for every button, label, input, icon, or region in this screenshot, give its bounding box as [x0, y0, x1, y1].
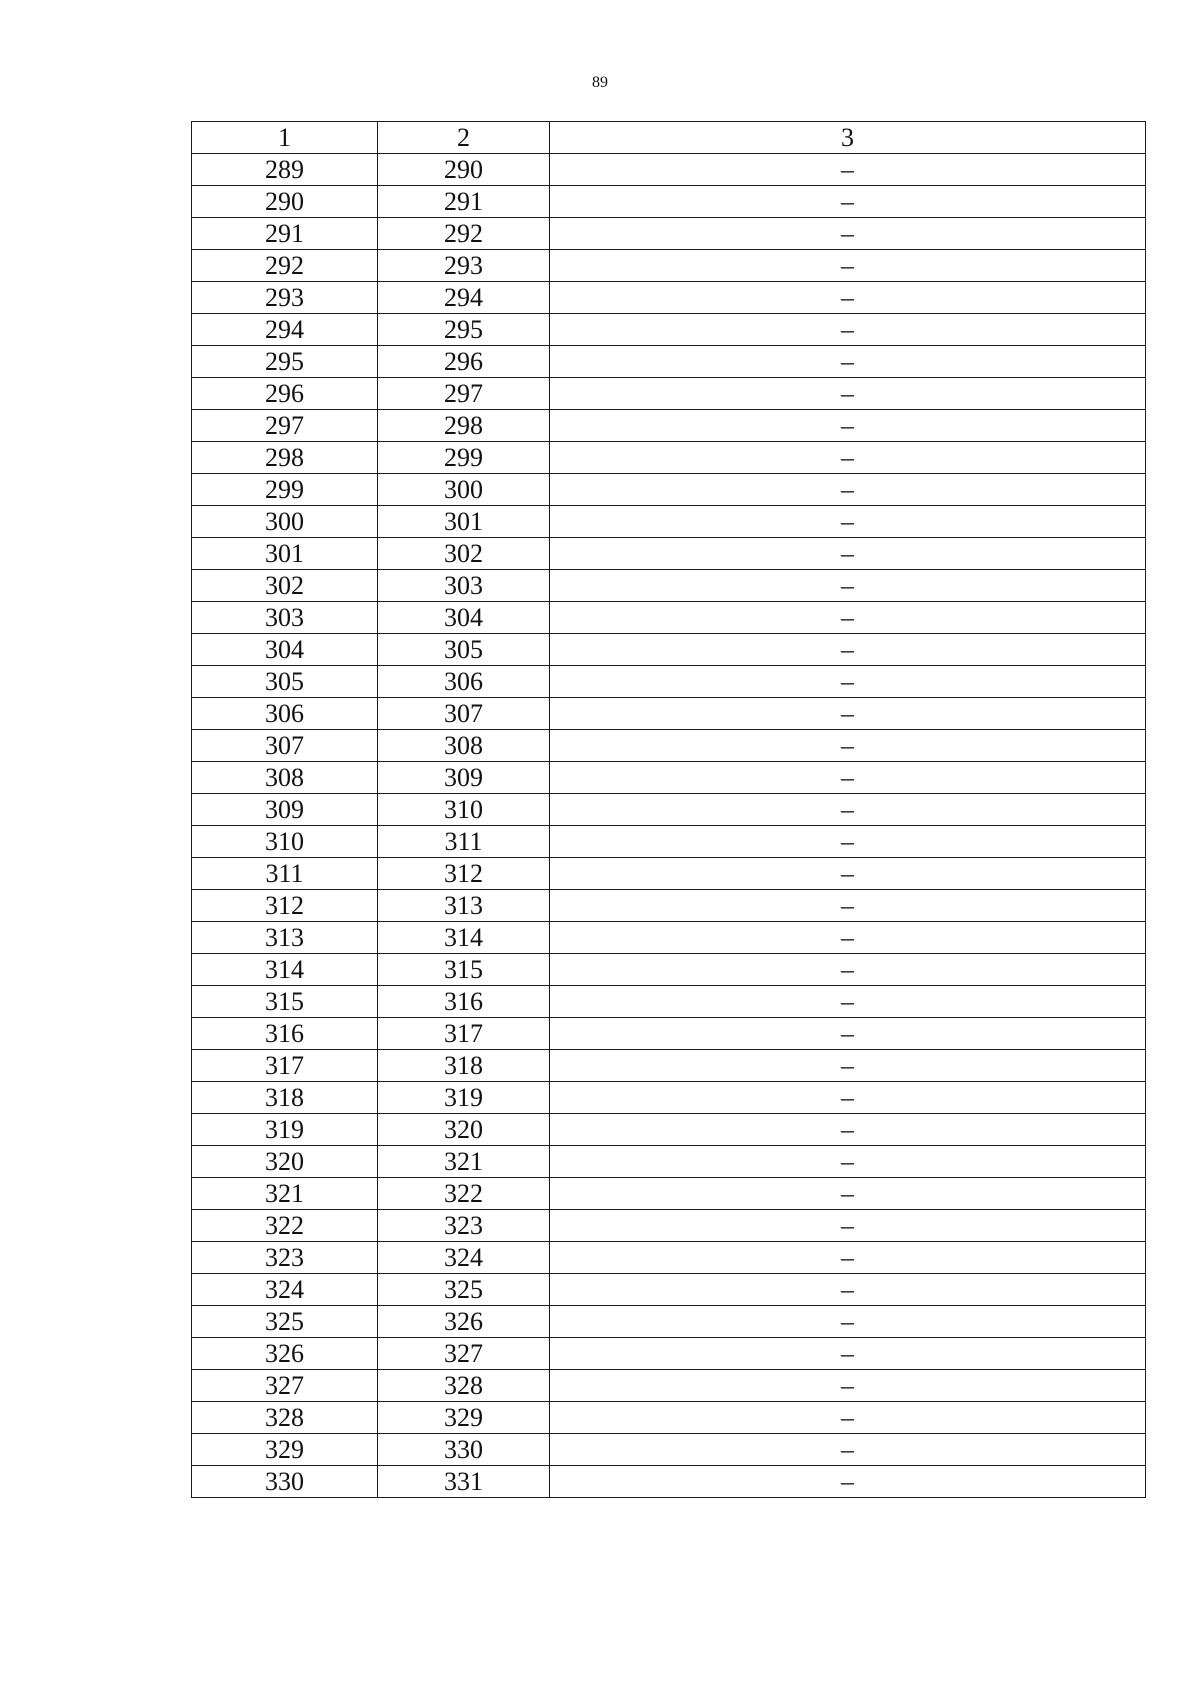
table-cell-col-1: 322 — [192, 1210, 378, 1242]
table-cell-col-1: 300 — [192, 506, 378, 538]
table-row — [192, 538, 1146, 570]
table-cell-col-2: 310 — [378, 794, 550, 826]
table-row — [192, 826, 1146, 858]
table-row — [192, 1210, 1146, 1242]
table-cell-col-1: 316 — [192, 1018, 378, 1050]
table-row — [192, 1114, 1146, 1146]
table-row — [192, 570, 1146, 602]
table-cell-col-3: – — [550, 1242, 1146, 1274]
data-table — [191, 121, 1146, 1498]
table-row — [192, 1242, 1146, 1274]
table-row — [192, 218, 1146, 250]
table-row — [192, 602, 1146, 634]
column-header-3: 3 — [550, 122, 1146, 154]
table-cell-col-3: – — [550, 154, 1146, 186]
table-cell-col-1: 312 — [192, 890, 378, 922]
table-cell-col-3: – — [550, 282, 1146, 314]
table-cell-col-3: – — [550, 538, 1146, 570]
table-row — [192, 922, 1146, 954]
table-cell-col-2: 319 — [378, 1082, 550, 1114]
table-row — [192, 1402, 1146, 1434]
table-cell-col-3: – — [550, 1402, 1146, 1434]
table-row — [192, 186, 1146, 218]
table-cell-col-1: 295 — [192, 346, 378, 378]
table-cell-col-2: 295 — [378, 314, 550, 346]
table-row — [192, 666, 1146, 698]
table-cell-col-2: 305 — [378, 634, 550, 666]
table-cell-col-3: – — [550, 346, 1146, 378]
table-body — [192, 122, 1146, 1498]
table-row — [192, 1466, 1146, 1498]
table-cell-col-1: 313 — [192, 922, 378, 954]
table-row — [192, 890, 1146, 922]
table-cell-col-1: 293 — [192, 282, 378, 314]
table-cell-col-1: 330 — [192, 1466, 378, 1498]
table-cell-col-1: 325 — [192, 1306, 378, 1338]
table-cell-col-3: – — [550, 1082, 1146, 1114]
table-cell-col-1: 294 — [192, 314, 378, 346]
table-cell-col-3: – — [550, 1178, 1146, 1210]
table-cell-col-2: 302 — [378, 538, 550, 570]
table-cell-col-3: – — [550, 634, 1146, 666]
table-cell-col-1: 289 — [192, 154, 378, 186]
table-cell-col-1: 318 — [192, 1082, 378, 1114]
table-cell-col-2: 313 — [378, 890, 550, 922]
column-header-2: 2 — [378, 122, 550, 154]
table-cell-col-3: – — [550, 762, 1146, 794]
table-cell-col-2: 290 — [378, 154, 550, 186]
table-row — [192, 154, 1146, 186]
table-row — [192, 1018, 1146, 1050]
table-cell-col-3: – — [550, 698, 1146, 730]
table-cell-col-3: – — [550, 954, 1146, 986]
table-cell-col-3: – — [550, 826, 1146, 858]
table-cell-col-2: 311 — [378, 826, 550, 858]
table-cell-col-2: 323 — [378, 1210, 550, 1242]
table-cell-col-2: 291 — [378, 186, 550, 218]
table-cell-col-1: 290 — [192, 186, 378, 218]
table-cell-col-1: 328 — [192, 1402, 378, 1434]
table-cell-col-3: – — [550, 218, 1146, 250]
table-cell-col-2: 322 — [378, 1178, 550, 1210]
table-cell-col-1: 309 — [192, 794, 378, 826]
table-cell-col-2: 292 — [378, 218, 550, 250]
table-row — [192, 730, 1146, 762]
table-cell-col-1: 310 — [192, 826, 378, 858]
table-row — [192, 474, 1146, 506]
table-row — [192, 1274, 1146, 1306]
table-row — [192, 794, 1146, 826]
table-cell-col-3: – — [550, 858, 1146, 890]
table-cell-col-1: 308 — [192, 762, 378, 794]
table-cell-col-3: – — [550, 1338, 1146, 1370]
table-cell-col-2: 297 — [378, 378, 550, 410]
table-cell-col-3: – — [550, 794, 1146, 826]
table-row — [192, 314, 1146, 346]
table-cell-col-1: 303 — [192, 602, 378, 634]
table-row — [192, 698, 1146, 730]
table-row — [192, 1178, 1146, 1210]
table-header-row — [192, 122, 1146, 154]
table-cell-col-3: – — [550, 1466, 1146, 1498]
table-row — [192, 634, 1146, 666]
table-cell-col-3: – — [550, 1306, 1146, 1338]
table-cell-col-1: 298 — [192, 442, 378, 474]
table-cell-col-2: 309 — [378, 762, 550, 794]
table-cell-col-3: – — [550, 1018, 1146, 1050]
table-cell-col-2: 314 — [378, 922, 550, 954]
table-cell-col-3: – — [550, 1370, 1146, 1402]
table-cell-col-1: 327 — [192, 1370, 378, 1402]
table-row — [192, 1050, 1146, 1082]
table-cell-col-2: 315 — [378, 954, 550, 986]
table-cell-col-3: – — [550, 378, 1146, 410]
table-cell-col-2: 330 — [378, 1434, 550, 1466]
table-cell-col-1: 304 — [192, 634, 378, 666]
table-cell-col-3: – — [550, 314, 1146, 346]
table-cell-col-2: 304 — [378, 602, 550, 634]
column-header-1: 1 — [192, 122, 378, 154]
page-number: 89 — [592, 74, 608, 91]
table-cell-col-1: 329 — [192, 1434, 378, 1466]
table-cell-col-2: 293 — [378, 250, 550, 282]
table-cell-col-1: 297 — [192, 410, 378, 442]
table-row — [192, 1306, 1146, 1338]
table-cell-col-1: 296 — [192, 378, 378, 410]
table-cell-col-3: – — [550, 1050, 1146, 1082]
table-cell-col-3: – — [550, 410, 1146, 442]
table-cell-col-2: 328 — [378, 1370, 550, 1402]
table-cell-col-2: 303 — [378, 570, 550, 602]
table-cell-col-3: – — [550, 506, 1146, 538]
table-row — [192, 442, 1146, 474]
table-cell-col-1: 321 — [192, 1178, 378, 1210]
table-cell-col-2: 294 — [378, 282, 550, 314]
table-cell-col-2: 326 — [378, 1306, 550, 1338]
table-cell-col-3: – — [550, 1114, 1146, 1146]
table-row — [192, 762, 1146, 794]
table-row — [192, 858, 1146, 890]
table-cell-col-3: – — [550, 474, 1146, 506]
table-cell-col-1: 305 — [192, 666, 378, 698]
table-cell-col-3: – — [550, 1274, 1146, 1306]
table-cell-col-3: – — [550, 1434, 1146, 1466]
table-cell-col-1: 326 — [192, 1338, 378, 1370]
table-row — [192, 378, 1146, 410]
table-cell-col-2: 298 — [378, 410, 550, 442]
table-cell-col-3: – — [550, 1146, 1146, 1178]
table-cell-col-3: – — [550, 922, 1146, 954]
table-cell-col-2: 321 — [378, 1146, 550, 1178]
table-cell-col-2: 327 — [378, 1338, 550, 1370]
table-cell-col-1: 299 — [192, 474, 378, 506]
table-cell-col-2: 300 — [378, 474, 550, 506]
table-row — [192, 410, 1146, 442]
table-cell-col-2: 312 — [378, 858, 550, 890]
table-cell-col-1: 319 — [192, 1114, 378, 1146]
table-cell-col-2: 320 — [378, 1114, 550, 1146]
table-row — [192, 1082, 1146, 1114]
table-cell-col-2: 306 — [378, 666, 550, 698]
table-cell-col-3: – — [550, 250, 1146, 282]
table-cell-col-1: 314 — [192, 954, 378, 986]
table-cell-col-2: 324 — [378, 1242, 550, 1274]
table-cell-col-2: 296 — [378, 346, 550, 378]
table-cell-col-1: 311 — [192, 858, 378, 890]
table-row — [192, 346, 1146, 378]
table-cell-col-1: 324 — [192, 1274, 378, 1306]
table-cell-col-1: 292 — [192, 250, 378, 282]
table-row — [192, 1338, 1146, 1370]
table-row — [192, 1146, 1146, 1178]
table-cell-col-3: – — [550, 890, 1146, 922]
table-cell-col-2: 301 — [378, 506, 550, 538]
table-row — [192, 1370, 1146, 1402]
table-cell-col-1: 291 — [192, 218, 378, 250]
table-cell-col-2: 318 — [378, 1050, 550, 1082]
table-cell-col-1: 317 — [192, 1050, 378, 1082]
table-cell-col-2: 308 — [378, 730, 550, 762]
table-cell-col-3: – — [550, 602, 1146, 634]
table-cell-col-2: 317 — [378, 1018, 550, 1050]
table-cell-col-1: 307 — [192, 730, 378, 762]
table-cell-col-2: 299 — [378, 442, 550, 474]
table-cell-col-2: 331 — [378, 1466, 550, 1498]
table-row — [192, 954, 1146, 986]
table-cell-col-3: – — [550, 186, 1146, 218]
table-cell-col-3: – — [550, 442, 1146, 474]
table-cell-col-2: 329 — [378, 1402, 550, 1434]
table-cell-col-1: 301 — [192, 538, 378, 570]
table-row — [192, 282, 1146, 314]
table-cell-col-2: 325 — [378, 1274, 550, 1306]
table-cell-col-3: – — [550, 986, 1146, 1018]
table-cell-col-1: 323 — [192, 1242, 378, 1274]
table-cell-col-1: 320 — [192, 1146, 378, 1178]
table-cell-col-3: – — [550, 666, 1146, 698]
table-cell-col-1: 315 — [192, 986, 378, 1018]
table-cell-col-2: 307 — [378, 698, 550, 730]
table-cell-col-1: 306 — [192, 698, 378, 730]
table-cell-col-1: 302 — [192, 570, 378, 602]
table-cell-col-3: – — [550, 730, 1146, 762]
table-cell-col-2: 316 — [378, 986, 550, 1018]
table-cell-col-3: – — [550, 570, 1146, 602]
table-cell-col-3: – — [550, 1210, 1146, 1242]
table-row — [192, 1434, 1146, 1466]
table-row — [192, 506, 1146, 538]
table-row — [192, 986, 1146, 1018]
table-row — [192, 250, 1146, 282]
